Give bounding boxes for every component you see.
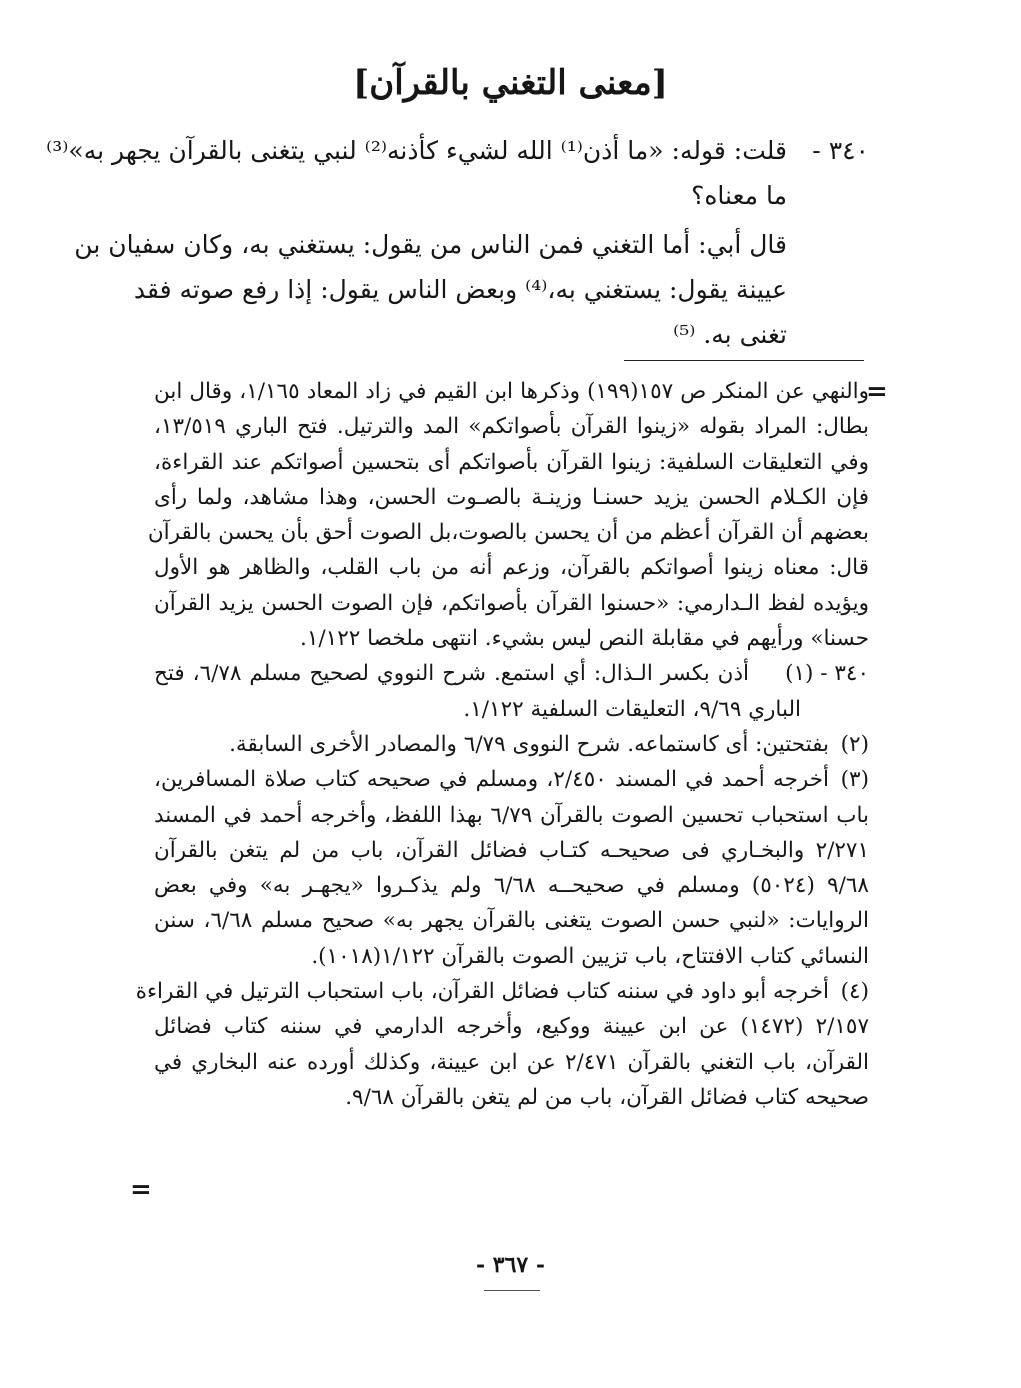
page-number-underline	[484, 1290, 540, 1291]
main-line-3: قال أبي: أما التغني فمن الناس من يقول: يستغني به، وكان سفيان بن	[74, 230, 787, 259]
footnote-1-line-2: الباري ٩/٦٩، التعليقات السلفية ١/١٢٢.	[463, 696, 801, 722]
footnote-4-number: (٤)	[840, 979, 869, 1005]
footnote-1-line-1: ٣٤٠ - (١)أذن بكسر الـذال: أي استمع. شرح النووي لصحيح مسلم ٦/٧٨، فتح	[154, 656, 869, 691]
footnote-continued-line: قال: معناه زينوا أصواتكم بالقرآن، وزعم أنه من باب القلب، والظاهر هو الأول	[154, 555, 869, 581]
footnote-separator	[624, 360, 864, 361]
footnote-2: (٢)بفتحتين: أى كاستماعه. شرح النووى ٦/٧٩ والمصادر الأخرى السابقة.	[154, 727, 869, 762]
footnote-continued-line: والنهي عن المنكر ص ١٥٧(١٩٩) وذكرها ابن القيم في زاد المعاد ١/١٦٥، وقال ابن	[154, 379, 869, 404]
footnote-3-line: الروايات: «لنبي حسن الصوت يتغنى بالقرآن يجهر به» صحيح مسلم ٦/٦٨، سنن	[154, 908, 869, 934]
footnote-continued-line: ويؤيده لفظ الـدارمي: «حسنوا القرآن بأصواتكم، فإن الصوت الحسن يزيد القرآن	[154, 590, 869, 616]
footnote-3-line-1: (٣)أخرجه أحمد في المسند ٢/٤٥٠، ومسلم في صحيحه كتاب صلاة المسافرين،	[154, 762, 869, 797]
footnote-4-line-1: (٤)أخرجه أبو داود في سننه كتاب فضائل القرآن، باب استحباب الترتيل في القراءة	[154, 974, 869, 1009]
footnote-4-line: ٢/١٥٧ (١٤٧٢) عن ابن عيينة ووكيع، وأخرجه الدارمي في سننه كتاب فضائل	[154, 1014, 869, 1040]
footnote-continued-line: وفي التعليقات السلفية: زينوا القرآن بأصواتكم أى بتحسين أصواتكم عند القراءة،	[154, 449, 869, 475]
page-title: [معنى التغني بالقرآن]	[353, 63, 668, 103]
main-line-5: تغنى به. ⁽⁵⁾	[673, 320, 787, 349]
footnote-continued-line: بطال: المراد بقوله «زينوا القرآن بأصواتكم» المد والترتيل. فتح الباري ١٣/٥١٩،	[154, 414, 869, 440]
footnote-3-line: ٢/٢٧١ والبخـاري فى صحيحـه كتـاب فضائل القرآن، باب من لم يتغن بالقرآن	[154, 837, 869, 863]
continuation-mark-bottom: =	[130, 1175, 152, 1205]
main-line-4: عيينة يقول: يستغني به،⁽⁴⁾ وبعض الناس يقول: إذا رفع صوته فقد	[133, 275, 787, 304]
footnote-group-number: ٣٤٠ - (١)	[785, 661, 869, 687]
footnote-3-line: ٩/٦٨ (٥٠٢٤) ومسلم في صحيحــه ٦/٦٨ ولم يذكـروا «يجهـر به» وفي بعض	[154, 873, 869, 899]
footnote-continued-line: فإن الكـلام الحسن يزيد حسنـا وزينـة بالصـوت الحسن، وهذا مشاهد، ولما رأى	[154, 484, 869, 510]
footnote-continued-line: بعضهم أن القرآن أعظم من أن يحسن بالصوت،بل الصوت أحق بأن يحسن بالقرآن	[147, 520, 869, 546]
footnote-3-line: النسائي كتاب الافتتاح، باب تزيين الصوت بالقرآن ١/١٢٢(١٠١٨).	[311, 943, 869, 969]
footnote-4-line: صحيحه كتاب فضائل القرآن، باب من لم يتغن بالقرآن ٩/٦٨.	[345, 1084, 869, 1110]
footnote-3-number: (٣)	[840, 767, 869, 793]
footnote-3-line: باب استحباب تحسين الصوت بالقرآن ٦/٧٩ بهذا اللفظ، وأخرجه أحمد في المسند	[154, 802, 870, 828]
item-number: ٣٤٠ -	[812, 136, 869, 165]
footnote-continued-line: حسنا» ورأيهم في مقابلة النص ليس بشيء. انتهى ملخصا ١/١٢٢.	[300, 626, 869, 652]
footnote-4-line: القرآن، باب التغني بالقرآن ٢/٤٧١ عن ابن عيينة، وكذلك أورده عنه البخاري في	[154, 1049, 869, 1075]
main-line-1: ٣٤٠ - قلت: قوله: «ما أذن⁽¹⁾ الله لشيء كأذنه⁽²⁾ لنبي يتغنى بالقرآن يجهر به»⁽³⁾	[154, 128, 869, 173]
page-number: - ٣٦٧ -	[475, 1252, 546, 1278]
main-line-2: ما معناه؟	[691, 181, 787, 210]
main-text	[46, 128, 869, 357]
footnote-2-number: (٢)	[840, 731, 869, 757]
continuation-mark-top: =	[866, 377, 888, 407]
footnotes	[135, 374, 870, 1115]
